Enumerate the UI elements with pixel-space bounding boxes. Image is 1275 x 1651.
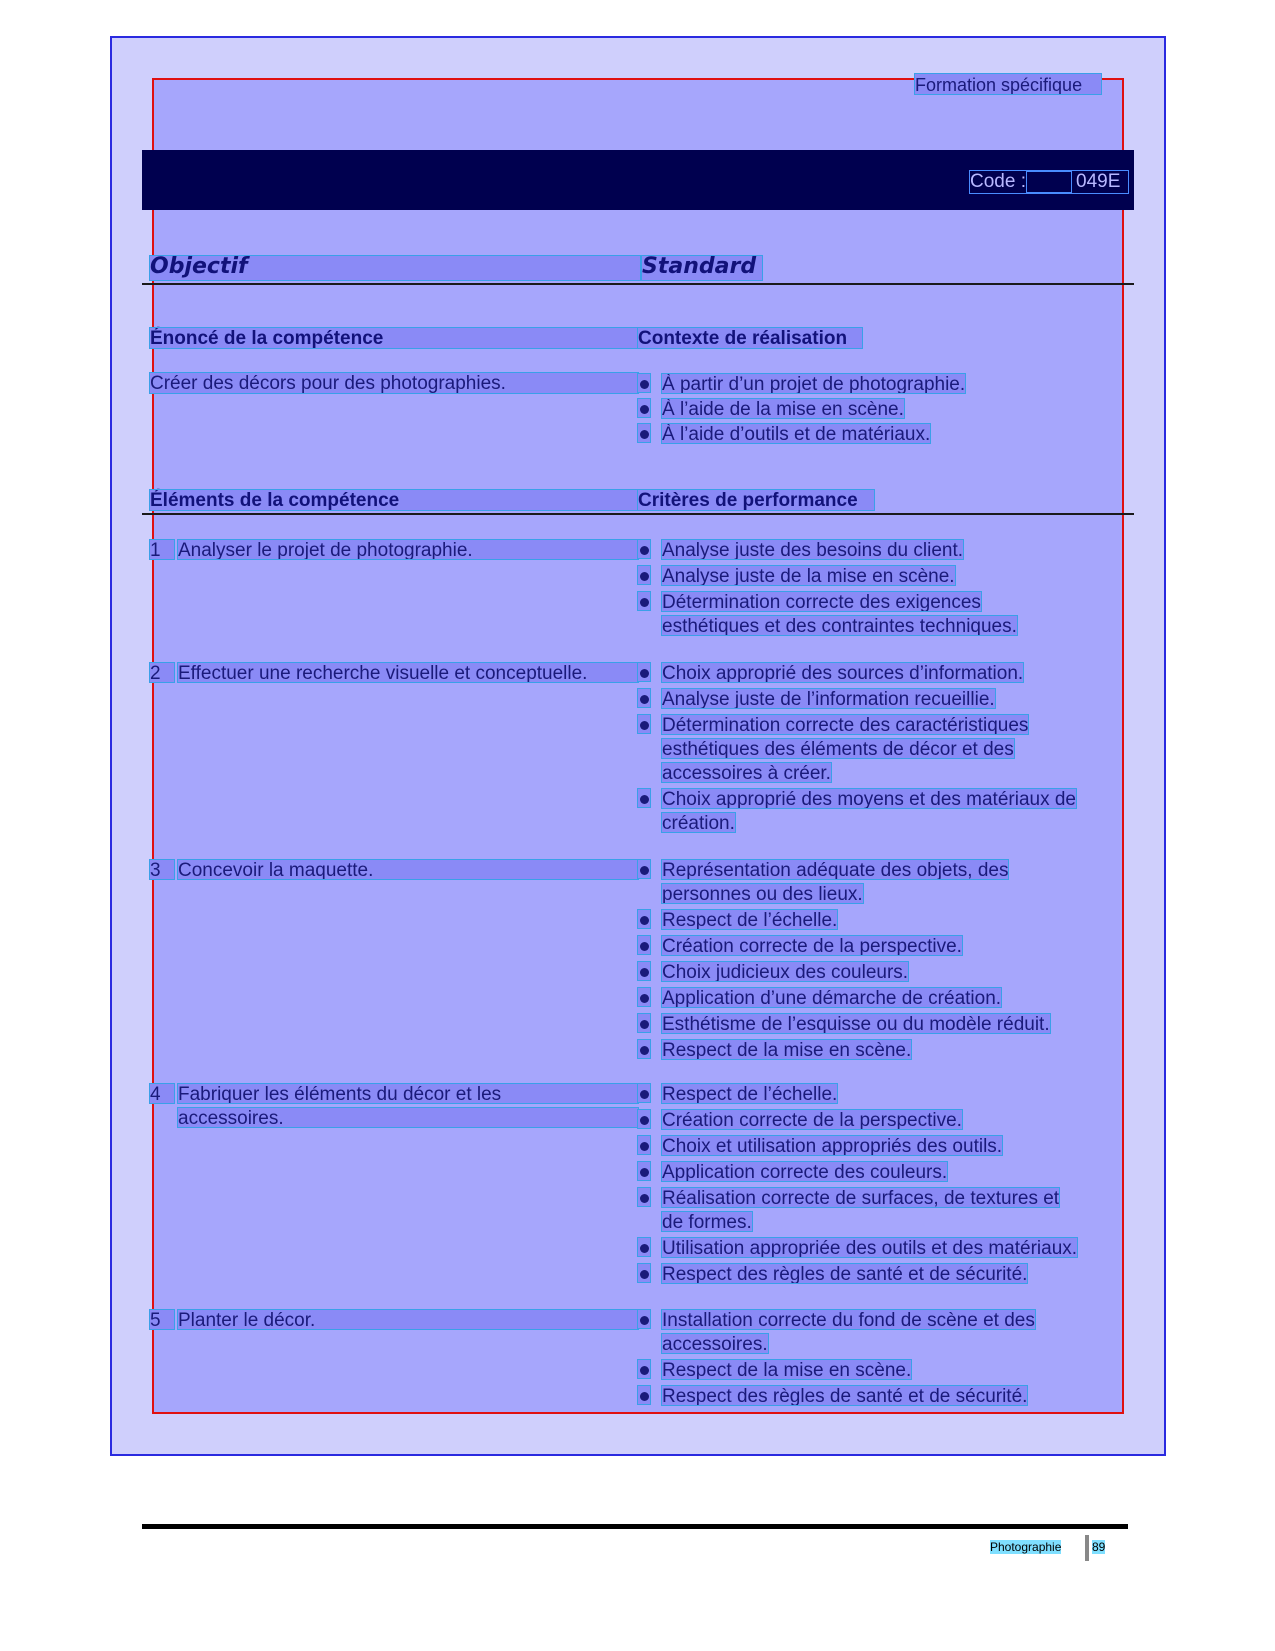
criterion-item: Choix approprié des moyens et des matériaux de <box>662 789 1077 810</box>
standard-title: Standard <box>642 256 762 280</box>
title-rule <box>142 283 1134 285</box>
bullet-icon <box>640 598 649 607</box>
criterion-item: Application correcte des couleurs. <box>662 1162 948 1183</box>
footer-page-number: 89 <box>1092 1540 1106 1554</box>
criterion-item: Installation correcte du fond de scène et des <box>662 1310 1035 1331</box>
bullet-icon <box>640 695 649 704</box>
criterion-item: esthétiques et des contraintes techniques. <box>662 616 1017 637</box>
criterion-item: Choix et utilisation appropriés des outils. <box>662 1136 1003 1157</box>
criterion-item: Choix judicieux des couleurs. <box>662 962 909 983</box>
bullet-icon <box>640 1244 649 1253</box>
code-box <box>1026 171 1072 193</box>
criterion-item: de formes. <box>662 1212 752 1233</box>
bullet-icon <box>640 1090 649 1099</box>
criterion-item: Réalisation correcte de surfaces, de textures et <box>662 1188 1060 1209</box>
bullet-icon <box>640 1116 649 1125</box>
criterion-item: personnes ou des lieux. <box>662 884 863 905</box>
elements-rule <box>142 513 1134 515</box>
bullet-icon <box>640 1168 649 1177</box>
bullet-icon <box>640 1316 649 1325</box>
criterion-item: Utilisation appropriée des outils et des matériaux. <box>662 1238 1078 1259</box>
bullet-icon <box>640 916 649 925</box>
criterion-item: Analyse juste de l’information recueillie. <box>662 689 995 710</box>
elements-header: Éléments de la compétence <box>150 490 638 510</box>
footer-program: Photographie <box>990 1540 1062 1554</box>
criterion-item: Respect des règles de santé et de sécurité. <box>662 1386 1028 1407</box>
criterion-item: Respect de l’échelle. <box>662 910 838 931</box>
bullet-icon <box>640 942 649 951</box>
criterion-item: accessoires à créer. <box>662 763 831 784</box>
code-value: 049E <box>1076 171 1121 192</box>
element-number: 1 <box>150 540 174 559</box>
element-text: Analyser le projet de photographie. <box>178 540 638 559</box>
criterion-item: Représentation adéquate des objets, des <box>662 860 1009 881</box>
objectif-title: Objectif <box>150 256 640 280</box>
bullet-icon <box>640 405 649 414</box>
bullet-icon <box>640 968 649 977</box>
bullet-icon <box>640 795 649 804</box>
element-number: 5 <box>150 1310 174 1329</box>
bullet-icon <box>640 1194 649 1203</box>
element-text: Concevoir la maquette. <box>178 860 638 879</box>
bullet-icon <box>640 1270 649 1279</box>
criterion-item: création. <box>662 813 735 834</box>
element-text: Effectuer une recherche visuelle et conceptuelle. <box>178 663 638 682</box>
criterion-item: Création correcte de la perspective. <box>662 936 962 957</box>
criterion-item: Analyse juste des besoins du client. <box>662 540 964 561</box>
criterion-item: Application d’une démarche de création. <box>662 988 1002 1009</box>
bullet-icon <box>640 572 649 581</box>
bullet-icon <box>640 721 649 730</box>
code-field <box>970 171 1128 193</box>
criterion-item: accessoires. <box>662 1334 768 1355</box>
criterion-item: Choix approprié des sources d’information. <box>662 663 1024 684</box>
criteres-header: Critères de performance <box>638 490 874 510</box>
element-text: accessoires. <box>178 1108 638 1127</box>
footer-rule <box>142 1524 1128 1529</box>
bullet-icon <box>640 669 649 678</box>
criterion-item: Respect des règles de santé et de sécurité. <box>662 1264 1028 1285</box>
bullet-icon <box>640 1366 649 1375</box>
bullet-icon <box>640 1392 649 1401</box>
criterion-item: Respect de l’échelle. <box>662 1084 838 1105</box>
enonce-header: Énoncé de la compétence <box>150 328 638 348</box>
bullet-icon <box>640 866 649 875</box>
context-item: À l’aide d’outils et de matériaux. <box>662 424 931 445</box>
element-text: Planter le décor. <box>178 1310 638 1329</box>
criterion-item: Détermination correcte des caractéristiques <box>662 715 1029 736</box>
bullet-icon <box>640 430 649 439</box>
element-number: 3 <box>150 860 174 879</box>
bullet-icon <box>640 1046 649 1055</box>
bullet-icon <box>640 546 649 555</box>
criterion-item: Respect de la mise en scène. <box>662 1040 912 1061</box>
element-text: Fabriquer les éléments du décor et les <box>178 1084 638 1103</box>
criterion-item: Respect de la mise en scène. <box>662 1360 912 1381</box>
criterion-item: esthétiques des éléments de décor et des <box>662 739 1014 760</box>
bullet-icon <box>640 994 649 1003</box>
element-number: 4 <box>150 1084 174 1103</box>
element-number: 2 <box>150 663 174 682</box>
bullet-icon <box>640 1142 649 1151</box>
criterion-item: Détermination correcte des exigences <box>662 592 981 613</box>
contexte-header: Contexte de réalisation <box>638 328 862 348</box>
bullet-icon <box>640 1020 649 1029</box>
section-label: Formation spécifique <box>915 74 1101 94</box>
footer-separator <box>1085 1535 1089 1561</box>
criterion-item: Création correcte de la perspective. <box>662 1110 962 1131</box>
competence-statement: Créer des décors pour des photographies. <box>150 373 638 393</box>
code-label: Code : <box>970 171 1026 192</box>
criterion-item: Esthétisme de l’esquisse ou du modèle réduit. <box>662 1014 1050 1035</box>
bullet-icon <box>640 380 649 389</box>
context-item: À partir d’un projet de photographie. <box>662 374 966 395</box>
criterion-item: Analyse juste de la mise en scène. <box>662 566 955 587</box>
context-item: À l’aide de la mise en scène. <box>662 399 904 420</box>
